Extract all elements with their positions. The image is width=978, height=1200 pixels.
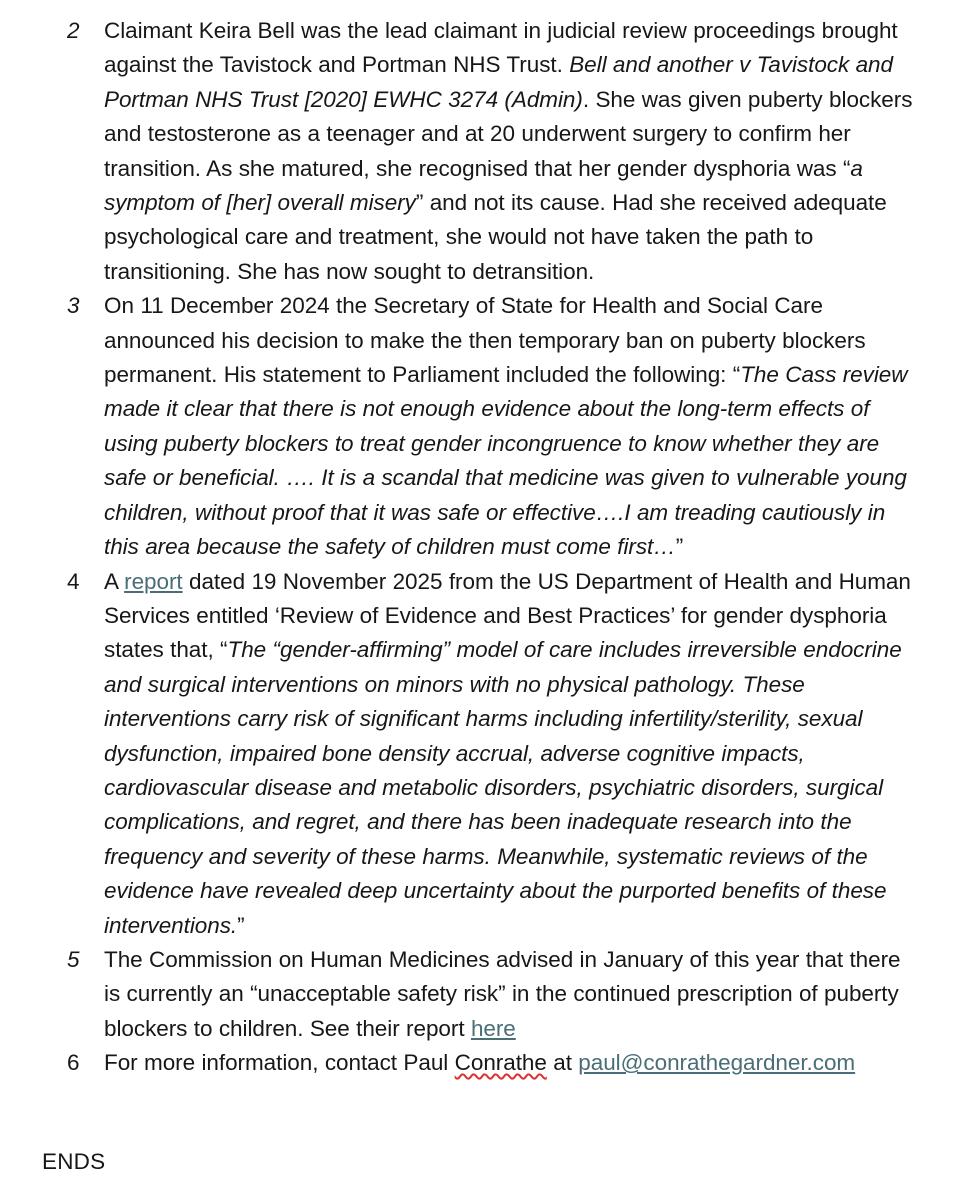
numbered-paragraph [42,289,918,564]
here-link[interactable]: here [470,1015,516,1041]
ends-marker: ENDS [42,1148,106,1174]
paragraph-number: 3 [67,293,80,319]
text-run: dated 19 November 2025 from the US Department of Health and Human Services entitled ‘Review of Evidence and Best Practices’ for gender dysphoria states that, “ [104,568,911,663]
numbered-paragraph [42,943,918,1046]
document-body [42,14,918,1081]
text-run: Claimant Keira Bell was the lead claimant in judicial review proceedings brought against the Tavistock and Portman NHS Trust. [104,18,898,78]
paragraph-number: 6 [67,1050,80,1076]
text-run: . She was given puberty blockers and testosterone as a teenager and at 20 underwent surgery to confirm her transition. As she matured, she recognised that her gender dysphoria was “ [104,86,913,181]
text-run: ” [675,534,684,560]
paragraph-text [104,1046,918,1080]
paragraph-text [104,289,918,564]
email-link[interactable]: paul@conrathegardner.com [578,1050,856,1076]
text-run: ” and not its cause. Had she received adequate psychological care and treatment, she would not have taken the path to transitioning. She has now sought to detransition. [104,190,887,284]
paragraph-text [104,943,918,1046]
paragraph-number: 4 [67,568,80,594]
numbered-paragraph [42,565,918,943]
text-run: at [546,1050,579,1076]
text-run: The Commission on Human Medicines advised in January of this year that there is currently an “unacceptable safety risk” in the continued prescription of puberty blockers to children. See their report [104,946,901,1041]
report-link[interactable]: report [124,568,183,594]
text-run: A [104,568,125,594]
italic-run: The Cass review made it clear that there is not enough evidence about the long-term effects of using puberty blockers to treat gender incongruence to know whether they are safe or beneficial. …. It is a scandal that medicine was given to vulnerable young children, without proof that it was safe or effective….I am treading cautiously in this area because the safety of children must come first… [104,362,908,560]
numbered-paragraph [42,1046,918,1080]
text-run: On 11 December 2024 the Secretary of State for Health and Social Care announced his decision to make the then temporary ban on puberty blockers permanent. His statement to Parliament included the following: “ [104,293,866,388]
text-run: ” [237,912,245,938]
text-run: For more information, contact Paul [104,1050,455,1076]
italic-run: Bell and another v Tavistock and Portman NHS Trust [2020] EWHC 3274 (Admin) [104,52,893,112]
italic-run: a symptom of [her] overall misery [104,155,863,216]
spellcheck-flagged-word[interactable]: Conrathe [454,1050,547,1076]
italic-run: The “gender-affirming” model of care includes irreversible endocrine and surgical interventions on minors with no physical pathology. These interventions carry risk of significant harms including infertility/sterility, sexual dysfunction, impaired bone density accrual, adverse cognitive impacts, cardiovascular disease and metabolic disorders, psychiatric disorders, surgical complications, and regret, and there has been inadequate research into the frequency and severity of these harms. Meanwhile, systematic reviews of the evidence have revealed deep uncertainty about the purported benefits of these interventions. [104,637,902,938]
paragraph-text [104,565,918,943]
paragraph-number: 2 [67,18,80,43]
paragraph-text [104,14,918,289]
numbered-paragraph [42,14,918,289]
paragraph-number: 5 [67,946,80,972]
